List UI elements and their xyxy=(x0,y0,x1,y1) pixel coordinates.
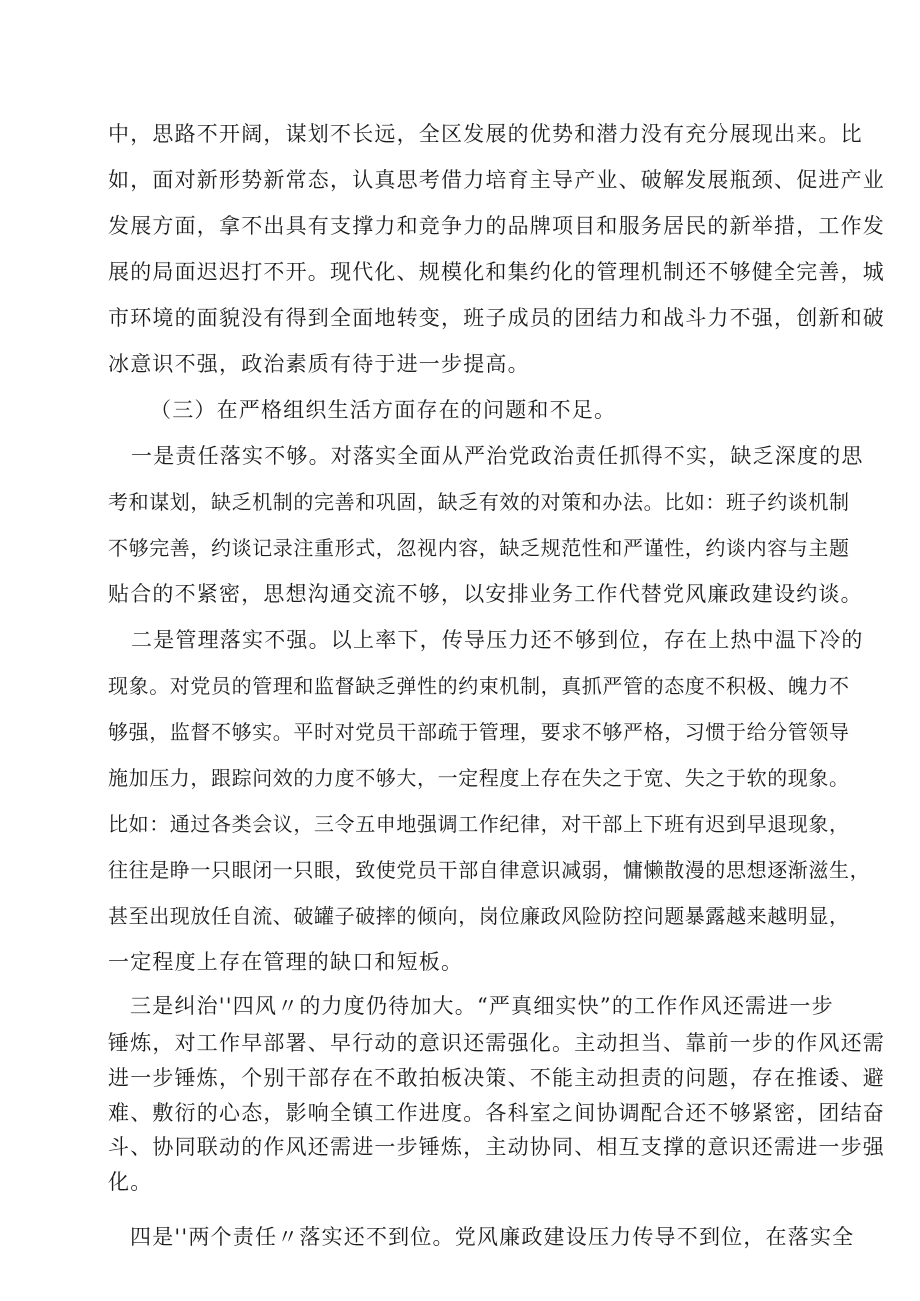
text-line: 贴合的不紧密，思想沟通交流不够，以安排业务工作代替党风廉政建设约谈。 xyxy=(108,582,863,606)
text-line: 施加压力，跟踪问效的力度不够大，一定程度上存在失之于宽、失之于软的现象。 xyxy=(108,766,850,790)
text-line: 如，面对新形势新常态，认真思考借力培育主导产业、破解发展瓶颈、促进产业 xyxy=(108,168,885,192)
text-line: 不够完善，约谈记录注重形式，忽视内容，缺乏规范性和严谨性，约谈内容与主题 xyxy=(108,536,850,560)
text-line: 难、敷衍的心态，影响全镇工作进度。各科室之间协调配合还不够紧密，团结奋 xyxy=(108,1101,885,1125)
text-line: 比如：通过各类会议，三令五申地强调工作纪律，对干部上下班有迟到早退现象， xyxy=(108,812,850,836)
text-line: 往往是睁一只眼闭一只眼，致使党员干部自律意识减弱，慵懒散漫的思想逐渐滋生， xyxy=(108,858,871,882)
text-line: 一定程度上存在管理的缺口和短板。 xyxy=(108,950,464,974)
text-line: 现象。对党员的管理和监督缺乏弹性的约束机制，真抓严管的态度不积极、魄力不 xyxy=(108,674,850,698)
text-line: 一是责任落实不够。对落实全面从严治党政治责任抓得不实，缺乏深度的思 xyxy=(131,444,864,468)
section-heading: （三）在严格组织生活方面存在的问题和不足。 xyxy=(150,398,617,422)
text-line: 锤炼，对工作早部署、早行动的意识还需强化。主动担当、靠前一步的作风还需 xyxy=(108,1031,885,1055)
text-line: 二是管理落实不强。以上率下，传导压力还不够到位，存在上热中温下冷的 xyxy=(131,628,864,652)
text-line: 冰意识不强，政治素质有待于进一步提高。 xyxy=(108,352,530,376)
text-line: 展的局面迟迟打不开。现代化、规模化和集约化的管理机制还不够健全完善，城 xyxy=(108,260,885,284)
text-line: 三是纠治''四风〃的力度仍待加大。“严真细实快”的工作作风还需进一步 xyxy=(130,994,834,1018)
text-line: 考和谋划，缺乏机制的完善和巩固，缺乏有效的对策和办法。比如：班子约谈机制 xyxy=(108,490,850,514)
text-line: 斗、协同联动的作风还需进一步锤炼，主动协同、相互支撑的意识还需进一步强 xyxy=(108,1135,885,1159)
text-line: 市环境的面貌没有得到全面地转变，班子成员的团结力和战斗力不强，创新和破 xyxy=(108,306,885,330)
text-line: 化。 xyxy=(108,1170,153,1194)
text-line: 中，思路不开阔，谋划不长远，全区发展的优势和潜力没有充分展现出来。比 xyxy=(108,122,863,146)
text-line: 发展方面，拿不出具有支撑力和竞争力的品牌项目和服务居民的新举措，工作发 xyxy=(108,214,885,238)
text-line: 进一步锤炼，个别干部存在不敢拍板决策、不能主动担责的问题，存在推诿、避 xyxy=(108,1066,885,1090)
text-line: 够强，监督不够实。平时对党员干部疏于管理，要求不够严格，习惯于给分管领导 xyxy=(108,720,850,744)
text-line: 四是''两个责任〃落实还不到位。党风廉政建设压力传导不到位，在落实全 xyxy=(130,1225,855,1249)
text-line: 甚至出现放任自流、破罐子破摔的倾向，岗位廉政风险防控问题暴露越来越明显， xyxy=(108,904,850,928)
